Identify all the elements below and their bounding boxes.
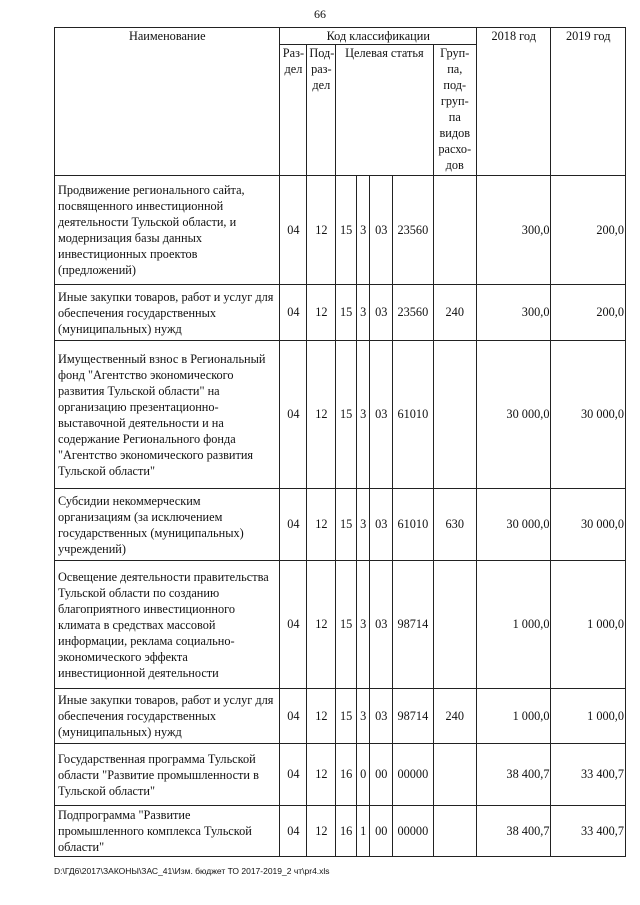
row-name: Субсидии некоммерческим организациям (за исключением государственных (муниципальных) учреждений) <box>55 489 280 561</box>
row-target-program: 15 <box>336 689 357 744</box>
header-name: Наименование <box>55 28 280 176</box>
header-target: Целевая статья <box>336 45 433 176</box>
row-target-direction: 98714 <box>393 561 433 689</box>
row-target-direction: 61010 <box>393 341 433 489</box>
row-target-direction: 61010 <box>393 489 433 561</box>
row-target-subprogram: 3 <box>357 285 370 341</box>
row-target-event: 00 <box>370 744 393 806</box>
row-name: Продвижение регионального сайта, посвященного инвестиционной деятельности Тульской области, и модернизация базы данных инвестиционных проектов (предложений) <box>55 176 280 285</box>
row-value-2018: 30 000,0 <box>477 489 551 561</box>
row-value-2018: 300,0 <box>477 176 551 285</box>
row-target-direction: 23560 <box>393 176 433 285</box>
row-value-2019: 200,0 <box>551 285 626 341</box>
row-expense-group: 240 <box>433 285 476 341</box>
row-target-subprogram: 1 <box>357 806 370 857</box>
row-section: 04 <box>280 689 307 744</box>
table-row <box>55 689 626 744</box>
row-target-subprogram: 3 <box>357 341 370 489</box>
row-target-event: 03 <box>370 176 393 285</box>
row-target-direction: 00000 <box>393 806 433 857</box>
row-expense-group: 630 <box>433 489 476 561</box>
row-name: Освещение деятельности правительства Тульской области по созданию благоприятного инвестиционного климата в средствах массовой информации, реклама социально-экономического эффекта инвестиционной деятельности <box>55 561 280 689</box>
row-target-program: 15 <box>336 176 357 285</box>
row-target-subprogram: 3 <box>357 561 370 689</box>
row-value-2018: 1 000,0 <box>477 689 551 744</box>
row-expense-group <box>433 561 476 689</box>
table-row <box>55 489 626 561</box>
row-target-program: 16 <box>336 806 357 857</box>
row-section: 04 <box>280 806 307 857</box>
row-target-subprogram: 3 <box>357 689 370 744</box>
header-group: Груп- па, под- груп- па видов расхо- дов <box>433 45 476 176</box>
row-target-direction: 00000 <box>393 744 433 806</box>
row-value-2018: 38 400,7 <box>477 744 551 806</box>
row-subsection: 12 <box>307 689 336 744</box>
row-target-direction: 23560 <box>393 285 433 341</box>
row-target-direction: 98714 <box>393 689 433 744</box>
row-expense-group: 240 <box>433 689 476 744</box>
row-expense-group <box>433 176 476 285</box>
table-body <box>55 176 626 857</box>
row-section: 04 <box>280 489 307 561</box>
row-target-program: 15 <box>336 489 357 561</box>
row-target-program: 15 <box>336 341 357 489</box>
row-target-program: 16 <box>336 744 357 806</box>
table-row <box>55 806 626 857</box>
row-name: Иные закупки товаров, работ и услуг для обеспечения государственных (муниципальных) нужд <box>55 285 280 341</box>
row-value-2018: 30 000,0 <box>477 341 551 489</box>
row-value-2018: 300,0 <box>477 285 551 341</box>
row-expense-group <box>433 744 476 806</box>
row-subsection: 12 <box>307 806 336 857</box>
row-value-2019: 33 400,7 <box>551 744 626 806</box>
table-row <box>55 176 626 285</box>
row-section: 04 <box>280 341 307 489</box>
row-target-program: 15 <box>336 561 357 689</box>
row-section: 04 <box>280 561 307 689</box>
row-target-event: 03 <box>370 341 393 489</box>
page-number: 66 <box>314 7 326 21</box>
row-target-subprogram: 3 <box>357 176 370 285</box>
budget-table <box>54 27 626 857</box>
row-value-2019: 30 000,0 <box>551 341 626 489</box>
row-subsection: 12 <box>307 176 336 285</box>
row-section: 04 <box>280 176 307 285</box>
row-value-2019: 33 400,7 <box>551 806 626 857</box>
row-target-event: 03 <box>370 489 393 561</box>
row-target-program: 15 <box>336 285 357 341</box>
row-expense-group <box>433 806 476 857</box>
row-name: Имущественный взнос в Региональный фонд "Агентство экономического развития Тульской области" на организацию презентационно-выставочной деятельности и на содержание Регионального фонда "Агентство экономического развития Тульской области" <box>55 341 280 489</box>
row-value-2019: 1 000,0 <box>551 689 626 744</box>
row-target-event: 03 <box>370 689 393 744</box>
row-value-2019: 30 000,0 <box>551 489 626 561</box>
row-name: Иные закупки товаров, работ и услуг для обеспечения государственных (муниципальных) нужд <box>55 689 280 744</box>
row-value-2018: 1 000,0 <box>477 561 551 689</box>
table-row <box>55 744 626 806</box>
header-subsection: Под- раз- дел <box>307 45 336 176</box>
table-row <box>55 285 626 341</box>
row-target-event: 03 <box>370 561 393 689</box>
row-expense-group <box>433 341 476 489</box>
header-code: Код классификации <box>280 28 477 45</box>
row-section: 04 <box>280 744 307 806</box>
header-section: Раз- дел <box>280 45 307 176</box>
row-subsection: 12 <box>307 561 336 689</box>
table-row <box>55 341 626 489</box>
row-target-event: 03 <box>370 285 393 341</box>
row-name: Государственная программа Тульской области "Развитие промышленности в Тульской области" <box>55 744 280 806</box>
row-subsection: 12 <box>307 489 336 561</box>
row-target-subprogram: 0 <box>357 744 370 806</box>
row-subsection: 12 <box>307 341 336 489</box>
table-header <box>55 28 626 176</box>
row-subsection: 12 <box>307 285 336 341</box>
table-row <box>55 561 626 689</box>
header-2018: 2018 год <box>477 28 551 176</box>
header-2019: 2019 год <box>551 28 626 176</box>
row-value-2018: 38 400,7 <box>477 806 551 857</box>
row-value-2019: 200,0 <box>551 176 626 285</box>
row-target-event: 00 <box>370 806 393 857</box>
file-path-footer: D:\ГД6\2017\ЗАКОНЫ\ЗАС_41\Изм. бюджет ТО 2017-2019_2 чт\pr4.xls <box>54 866 330 876</box>
row-subsection: 12 <box>307 744 336 806</box>
row-target-subprogram: 3 <box>357 489 370 561</box>
row-section: 04 <box>280 285 307 341</box>
row-name: Подпрограмма "Развитие промышленного комплекса Тульской области" <box>55 806 280 857</box>
row-value-2019: 1 000,0 <box>551 561 626 689</box>
